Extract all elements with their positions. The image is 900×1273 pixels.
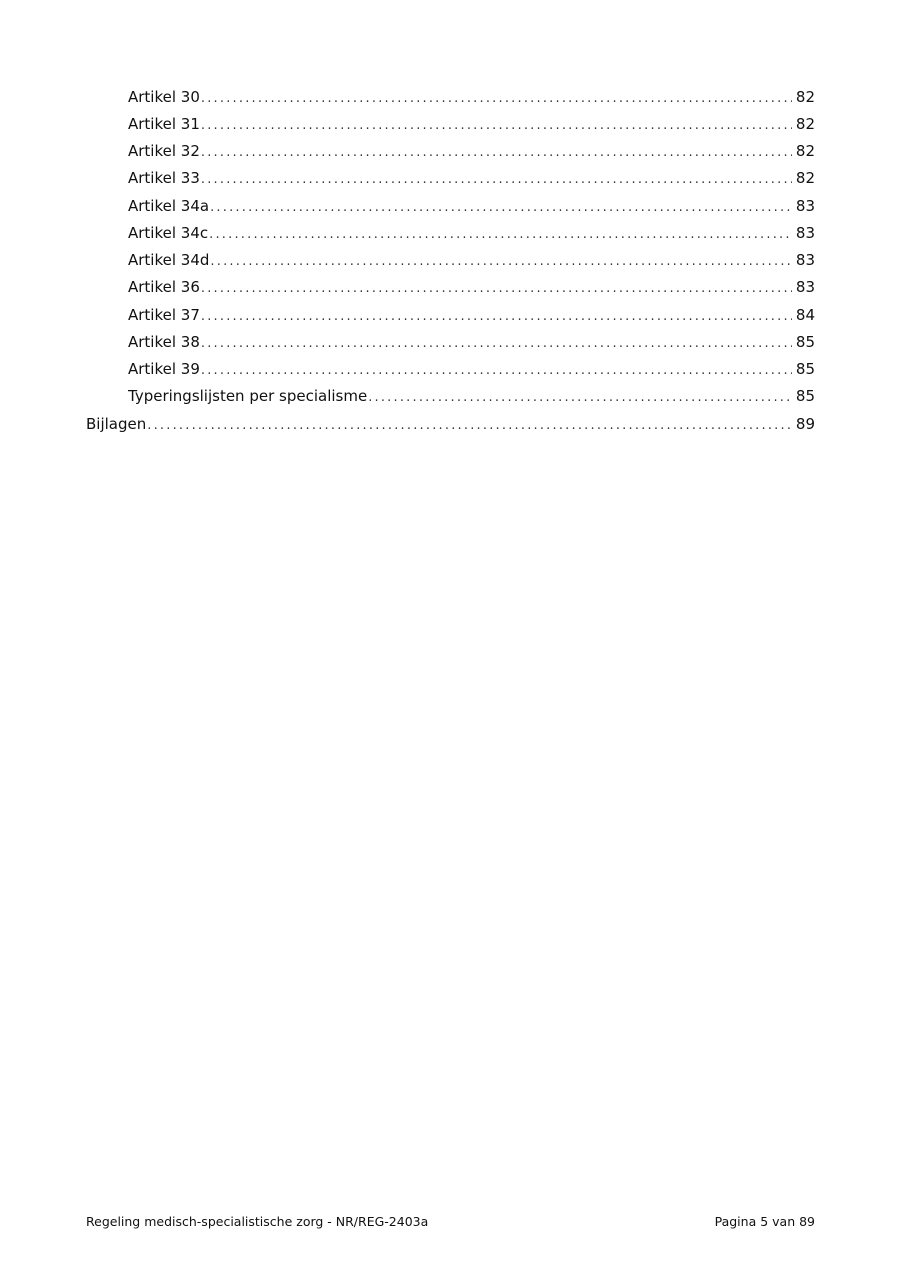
toc-entry-title: Bijlagen <box>86 415 147 433</box>
toc-page-number: 82 <box>795 88 815 106</box>
toc-page-number: 89 <box>795 415 815 433</box>
toc-entry-artikel-36[interactable] <box>128 274 815 300</box>
toc-dot-leader <box>147 413 792 437</box>
footer-page-indicator: Pagina 5 van 89 <box>714 1214 815 1229</box>
toc-dot-leader <box>210 249 792 273</box>
toc-entry-title: Typeringslijsten per specialisme <box>128 387 368 405</box>
toc-page-number: 82 <box>795 169 815 187</box>
toc-page-number: 83 <box>795 278 815 296</box>
toc-entry-title: Artikel 31 <box>128 115 200 133</box>
footer-document-title: Regeling medisch-specialistische zorg - NR/REG-2403a <box>86 1214 429 1229</box>
toc-entry-artikel-37[interactable] <box>128 302 815 328</box>
toc-dot-leader <box>201 86 792 110</box>
toc-dot-leader <box>209 222 792 246</box>
toc-entry-title: Artikel 39 <box>128 360 200 378</box>
toc-page-number: 85 <box>795 387 815 405</box>
toc-entry-artikel-33[interactable] <box>128 165 815 191</box>
toc-page-number: 83 <box>795 197 815 215</box>
toc-dot-leader <box>201 140 792 164</box>
toc-entry-artikel-32[interactable] <box>128 138 815 164</box>
toc-entry-title: Artikel 37 <box>128 306 200 324</box>
toc-entry-title: Artikel 38 <box>128 333 200 351</box>
toc-dot-leader <box>201 113 792 137</box>
toc-page-number: 83 <box>795 224 815 242</box>
toc-entry-artikel-39[interactable] <box>128 356 815 382</box>
toc-entry-typeringslijsten[interactable] <box>128 383 815 409</box>
toc-entry-artikel-30[interactable] <box>128 84 815 110</box>
toc-entry-artikel-34d[interactable] <box>128 247 815 273</box>
toc-dot-leader <box>210 195 792 219</box>
toc-dot-leader <box>201 304 792 328</box>
toc-entry-artikel-38[interactable] <box>128 329 815 355</box>
toc-entry-artikel-31[interactable] <box>128 111 815 137</box>
toc-dot-leader <box>201 276 792 300</box>
toc-entry-title: Artikel 32 <box>128 142 200 160</box>
toc-entry-title: Artikel 34c <box>128 224 209 242</box>
toc-page-number: 85 <box>795 360 815 378</box>
toc-page-number: 82 <box>795 142 815 160</box>
toc-entry-artikel-34c[interactable] <box>128 220 815 246</box>
toc-page-number: 82 <box>795 115 815 133</box>
toc-page-number: 85 <box>795 333 815 351</box>
toc-entry-bijlagen[interactable] <box>86 411 815 437</box>
toc-dot-leader <box>201 331 792 355</box>
toc-dot-leader <box>201 358 792 382</box>
page-footer <box>86 1211 815 1233</box>
toc-page-number: 83 <box>795 251 815 269</box>
toc-page-number: 84 <box>795 306 815 324</box>
toc-dot-leader <box>201 167 792 191</box>
toc-dot-leader <box>368 385 792 409</box>
toc-entry-title: Artikel 34a <box>128 197 210 215</box>
toc-entry-title: Artikel 30 <box>128 88 200 106</box>
toc-entry-title: Artikel 34d <box>128 251 210 269</box>
toc-entry-title: Artikel 33 <box>128 169 200 187</box>
toc-entry-artikel-34a[interactable] <box>128 193 815 219</box>
toc-entry-title: Artikel 36 <box>128 278 200 296</box>
